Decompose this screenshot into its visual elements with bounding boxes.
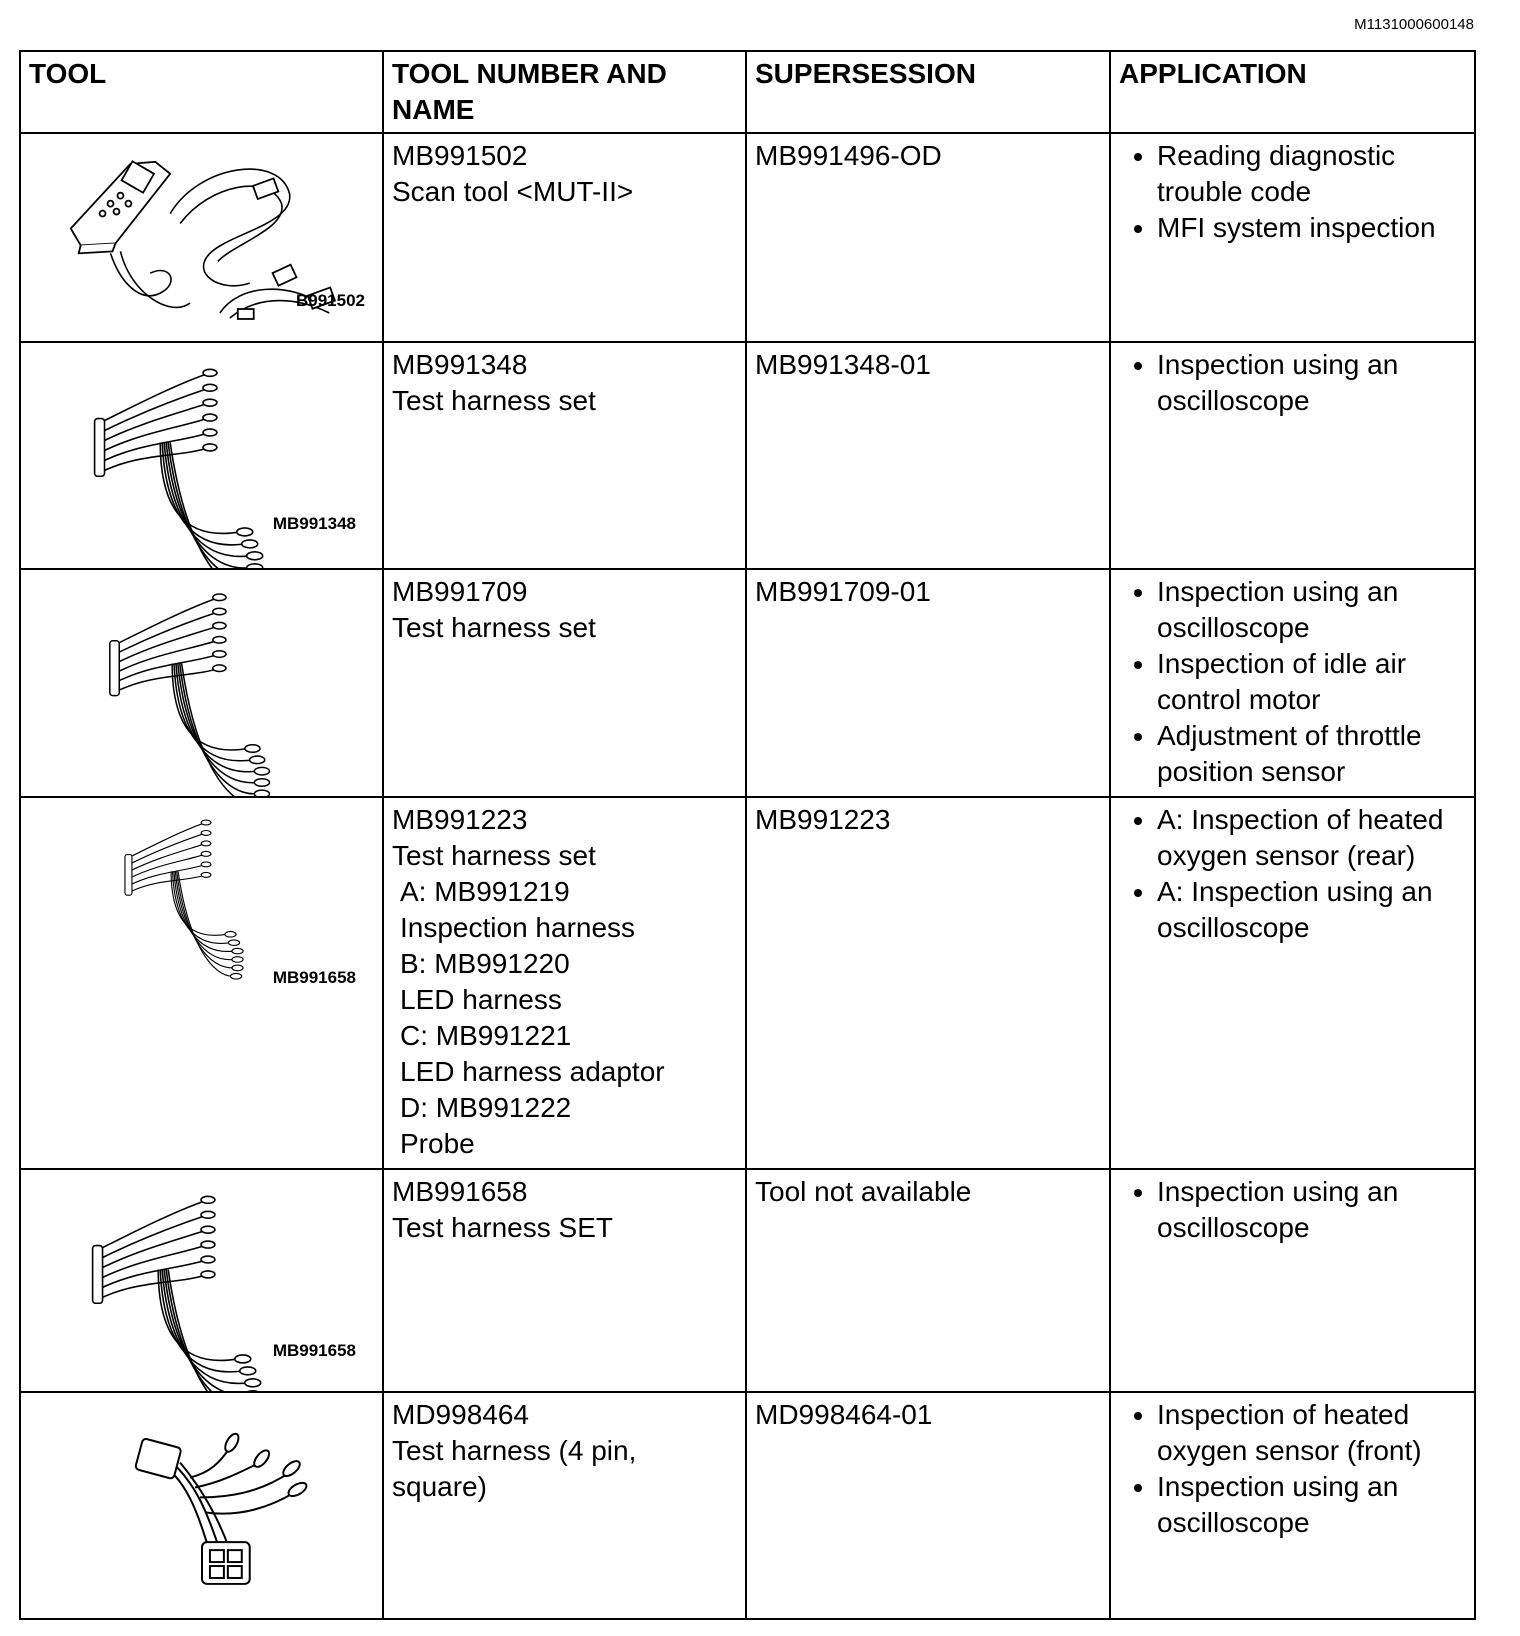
test-harness-illustration-icon [21, 570, 382, 797]
application-item: • Inspection using an oscilloscope [1157, 347, 1466, 419]
application-item: • Adjustment of throttle position sensor [1157, 718, 1466, 790]
component-name: Inspection harness [400, 912, 636, 944]
application-item: • Inspection using an oscilloscope [1157, 574, 1466, 646]
tool-number: MB991502 [392, 140, 528, 171]
connector-harness-illustration-icon [21, 1393, 382, 1618]
component-name: LED harness [400, 984, 562, 1016]
application-cell [1110, 569, 1475, 798]
application-cell [1110, 342, 1475, 569]
supersession-cell: MB991496-OD [746, 133, 1110, 342]
tool-name: Test harness set [392, 840, 596, 872]
component-name: Probe [400, 1128, 475, 1160]
header-tool: TOOL [20, 51, 383, 133]
application-cell [1110, 1169, 1475, 1392]
application-item: • Inspection using an oscilloscope [1157, 1469, 1466, 1541]
table-row [20, 1392, 1475, 1619]
tool-image-cell [20, 1169, 383, 1392]
supersession-cell: MB991223 [746, 797, 1110, 1169]
supersession-cell: MD998464-01 [746, 1392, 1110, 1619]
table-header-row [20, 51, 1475, 133]
tool-image-cell [20, 1392, 383, 1619]
tool-image-cell [20, 569, 383, 798]
application-item: • Reading diagnostic trouble code [1157, 138, 1466, 210]
application-cell [1110, 797, 1475, 1169]
tool-number-and-name-cell [383, 133, 746, 342]
tool-name: Test harness (4 pin, square) [392, 1435, 637, 1503]
tool-number-and-name-cell [383, 1392, 746, 1619]
document-id: M1131000600148 [1354, 16, 1474, 33]
tool-number-and-name-cell [383, 1169, 746, 1392]
tool-image-label: MB991658 [272, 968, 356, 988]
tool-number-and-name-cell [383, 342, 746, 569]
header-application: APPLICATION [1110, 51, 1475, 133]
special-tools-table [19, 50, 1476, 1620]
component-number: B: MB991220 [400, 948, 570, 980]
supersession-cell: MB991709-01 [746, 569, 1110, 798]
component-number: C: MB991221 [400, 1020, 572, 1052]
supersession-cell: MB991348-01 [746, 342, 1110, 569]
table-row [20, 342, 1475, 569]
application-item: • A: Inspection using an oscilloscope [1157, 874, 1466, 946]
tool-image-label: MB991658 [272, 1341, 356, 1361]
table-row [20, 569, 1475, 798]
application-item: • Inspection of heated oxygen sensor (front) [1157, 1397, 1466, 1469]
application-item: • A: Inspection of heated oxygen sensor (rear) [1157, 802, 1466, 874]
application-item: • Inspection using an oscilloscope [1157, 1174, 1466, 1246]
tool-image-label: B991502 [295, 290, 365, 310]
component-name: LED harness adaptor [400, 1056, 665, 1088]
header-supersession: SUPERSESSION [746, 51, 1110, 133]
tool-number: MB991658 [392, 1176, 528, 1208]
test-harness-illustration-icon [21, 343, 382, 568]
application-cell [1110, 133, 1475, 342]
table-row [20, 797, 1475, 1169]
application-cell [1110, 1392, 1475, 1619]
tool-image-cell [20, 133, 383, 342]
tool-name: Test harness SET [392, 1212, 613, 1244]
header-tool-number-and-name: TOOL NUMBER AND NAME [383, 51, 746, 133]
tool-number: MB991709 [392, 575, 528, 607]
tool-name: Test harness set [392, 384, 596, 416]
component-number: D: MB991222 [400, 1092, 572, 1124]
application-item: • Inspection of idle air control motor [1157, 646, 1466, 718]
tool-number: MB991348 [392, 348, 528, 380]
tool-image-label: MB991348 [272, 513, 356, 533]
tool-name: Scan tool <MUT-II> [392, 176, 634, 207]
table-row [20, 1169, 1475, 1392]
tool-number: MD998464 [392, 1399, 529, 1431]
tool-name: Test harness set [392, 611, 596, 643]
tool-number-and-name-cell [383, 797, 746, 1169]
table-row [20, 133, 1475, 342]
test-harness-illustration-icon [21, 798, 382, 1058]
application-item: • MFI system inspection [1157, 210, 1466, 246]
tool-image-cell [20, 342, 383, 569]
supersession-cell: Tool not available [746, 1169, 1110, 1392]
tool-image-cell [20, 797, 383, 1169]
tool-number-and-name-cell [383, 569, 746, 798]
tool-number: MB991223 [392, 804, 528, 836]
component-number: A: MB991219 [400, 876, 570, 908]
